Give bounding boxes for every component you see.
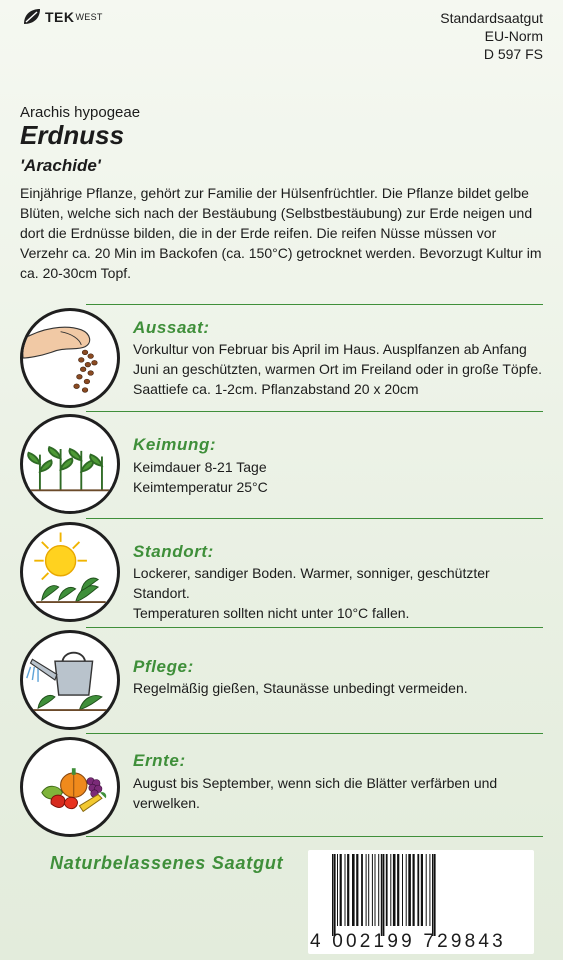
seedlings-icon bbox=[20, 414, 120, 514]
plant-description: Einjährige Pflanze, gehört zur Familie der Hülsenfrüchtler. Die Pflanze bildet gelbe Blüten, welche sich nach der Bestäubung (Selbstbestäubung) zur Erde neigen und dort die Erdnüsse bilden, die in der Erde reifen. Die reifen Nüsse müssen vor Verzehr ca. 20 Min im Backofen (ca. 150°C) getrocknet werden. Bevorzugt Kultur im ca. 20-30cm Topf. bbox=[20, 185, 542, 281]
tagline: Naturbelassenes Saatgut bbox=[50, 853, 284, 873]
barcode-bar bbox=[347, 854, 349, 926]
barcode-bar bbox=[386, 854, 388, 926]
barcode-bar bbox=[429, 854, 430, 926]
barcode-bar bbox=[408, 854, 411, 926]
barcode-bar bbox=[426, 854, 427, 926]
barcode-bar bbox=[375, 854, 376, 926]
section-title-pflege: Pflege: bbox=[133, 657, 194, 676]
barcode-bar bbox=[352, 854, 355, 926]
barcode-bar bbox=[356, 854, 358, 926]
barcode-guard-bar bbox=[334, 854, 336, 936]
barcode-bar bbox=[378, 854, 379, 926]
standard-line: Standardsaatgut bbox=[440, 10, 543, 26]
barcode-bar bbox=[366, 854, 367, 926]
barcode-bar bbox=[361, 854, 363, 926]
plant-name: Erdnuss bbox=[20, 120, 125, 150]
barcode-bar bbox=[393, 854, 396, 926]
section-text-aussaat: Vorkultur von Februar bis April im Haus. Ausplfanzen ab Anfang Juni an geschützten, warmen Ort im Freiland oder in große Töpfe. Saattiefe ca. 1-2cm. Pflanzabstand 20 x 20cm bbox=[133, 341, 543, 397]
barcode-guard-bar bbox=[332, 854, 334, 936]
barcode-bar bbox=[421, 854, 423, 926]
brand-name: TEKWEST bbox=[45, 9, 103, 25]
section-text-standort: Lockerer, sandiger Boden. Warmer, sonniger, geschützter Standort. Temperaturen sollten nicht unter 10°C fallen. bbox=[133, 565, 490, 621]
section-title-standort: Standort: bbox=[133, 542, 214, 561]
section-divider bbox=[86, 836, 543, 837]
watering-can-icon bbox=[20, 630, 120, 730]
section-divider bbox=[86, 627, 543, 628]
section-divider bbox=[86, 304, 543, 305]
section-text-pflege: Regelmäßig gießen, Staunässe unbedingt vermeiden. bbox=[133, 680, 468, 696]
section-divider bbox=[86, 733, 543, 734]
barcode-bar bbox=[372, 854, 373, 926]
barcode-bars bbox=[308, 850, 534, 936]
standard-line: D 597 FS bbox=[483, 46, 543, 62]
barcode-guard-bar bbox=[432, 854, 434, 936]
barcode-bar bbox=[345, 854, 346, 926]
barcode-guard-bar bbox=[434, 854, 436, 936]
barcode bbox=[308, 850, 534, 954]
barcode-bar bbox=[413, 854, 415, 926]
barcode-guard-bar bbox=[383, 854, 385, 936]
sowing-hand-icon bbox=[20, 308, 120, 408]
variety-name: 'Arachide' bbox=[20, 156, 101, 175]
latin-name: Arachis hypogeae bbox=[20, 104, 141, 121]
section-text-keimung: Keimdauer 8-21 Tage Keimtemperatur 25°C bbox=[133, 459, 268, 495]
harvest-vegetables-icon bbox=[20, 737, 120, 837]
section-title-ernte: Ernte: bbox=[133, 751, 186, 770]
section-divider bbox=[86, 411, 543, 412]
leaf-logo-icon bbox=[22, 8, 42, 26]
barcode-bar bbox=[402, 854, 403, 926]
barcode-guard-bar bbox=[381, 854, 383, 936]
barcode-bar bbox=[417, 854, 419, 926]
barcode-bar bbox=[406, 854, 407, 926]
sun-plants-icon bbox=[20, 522, 120, 622]
barcode-bar bbox=[397, 854, 399, 926]
standard-info bbox=[440, 9, 543, 63]
barcode-number: 4 002199 729843 bbox=[310, 931, 506, 952]
barcode-bar bbox=[390, 854, 391, 926]
barcode-bar bbox=[368, 854, 369, 926]
barcode-bar bbox=[337, 854, 338, 926]
section-title-aussaat: Aussaat: bbox=[133, 318, 210, 337]
section-divider bbox=[86, 518, 543, 519]
section-text-ernte: August bis September, wenn sich die Blätter verfärben und verwelken. bbox=[133, 775, 498, 811]
brand-logo bbox=[22, 8, 103, 26]
section-title-keimung: Keimung: bbox=[133, 435, 217, 454]
standard-line: EU-Norm bbox=[484, 28, 543, 44]
barcode-bar bbox=[340, 854, 342, 926]
